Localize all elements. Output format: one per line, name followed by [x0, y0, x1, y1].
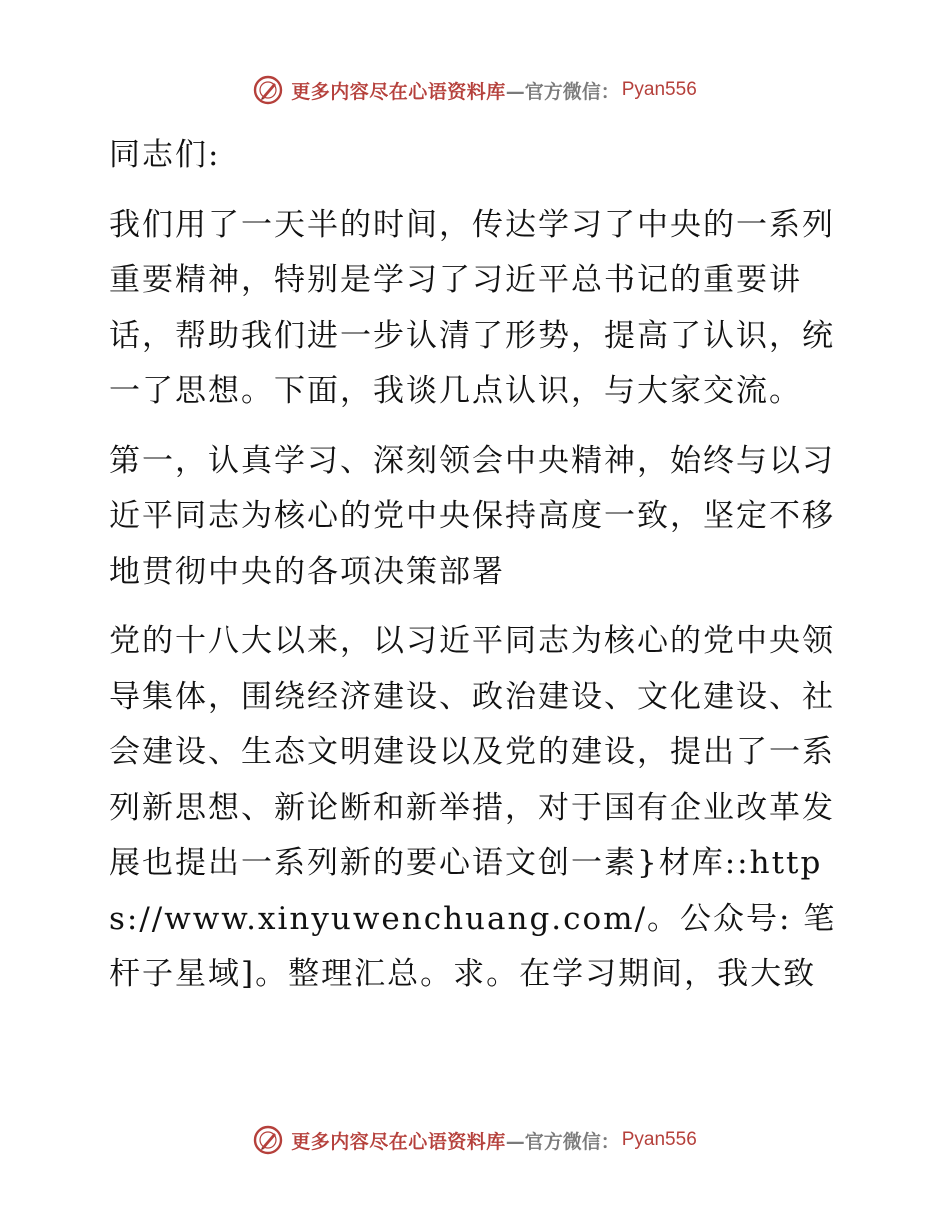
- header-wechat-id: Pyan556: [621, 79, 697, 100]
- paragraph-heading-first: 第一，认真学习、深刻领会中央精神，始终与以习近平同志为核心的党中央保持高度一致，坚定不移地贯彻中央的各项决策部署: [109, 442, 835, 590]
- document-body: [97, 128, 857, 1003]
- paragraph-party-congress: 党的十八大以来，以习近平同志为核心的党中央领导集体，围绕经济建设、政治建设、文化建设、社会建设、生态文明建设以及党的建设，提出了一系列新思想、新论断和新举措，对于国有企业改革发展也提出一系列新的要心语文创一素}材库::https://www.xinyuwenchuang.com/。公众号: 笔杆子星域]。整理汇总。求。在学习期间，我大致: [109, 623, 837, 992]
- salutation: 同志们:: [109, 137, 221, 173]
- footer-wechat-id: Pyan556: [621, 1129, 697, 1150]
- footer-wechat-label: —官方微信：: [505, 1130, 620, 1153]
- pen-logo-icon: [253, 1125, 283, 1155]
- footer-brand-text: 更多内容尽在心语资料库: [291, 1130, 506, 1153]
- page-header: [0, 72, 950, 108]
- page-footer: [0, 1122, 950, 1158]
- pen-logo-icon: [253, 75, 283, 105]
- paragraph-intro: 我们用了一天半的时间，传达学习了中央的一系列重要精神，特别是学习了习近平总书记的重要讲话，帮助我们进一步认清了形势，提高了认识，统一了思想。下面，我谈几点认识，与大家交流。: [109, 206, 835, 409]
- header-brand-text: 更多内容尽在心语资料库: [291, 80, 506, 103]
- header-wechat-label: —官方微信：: [505, 80, 620, 103]
